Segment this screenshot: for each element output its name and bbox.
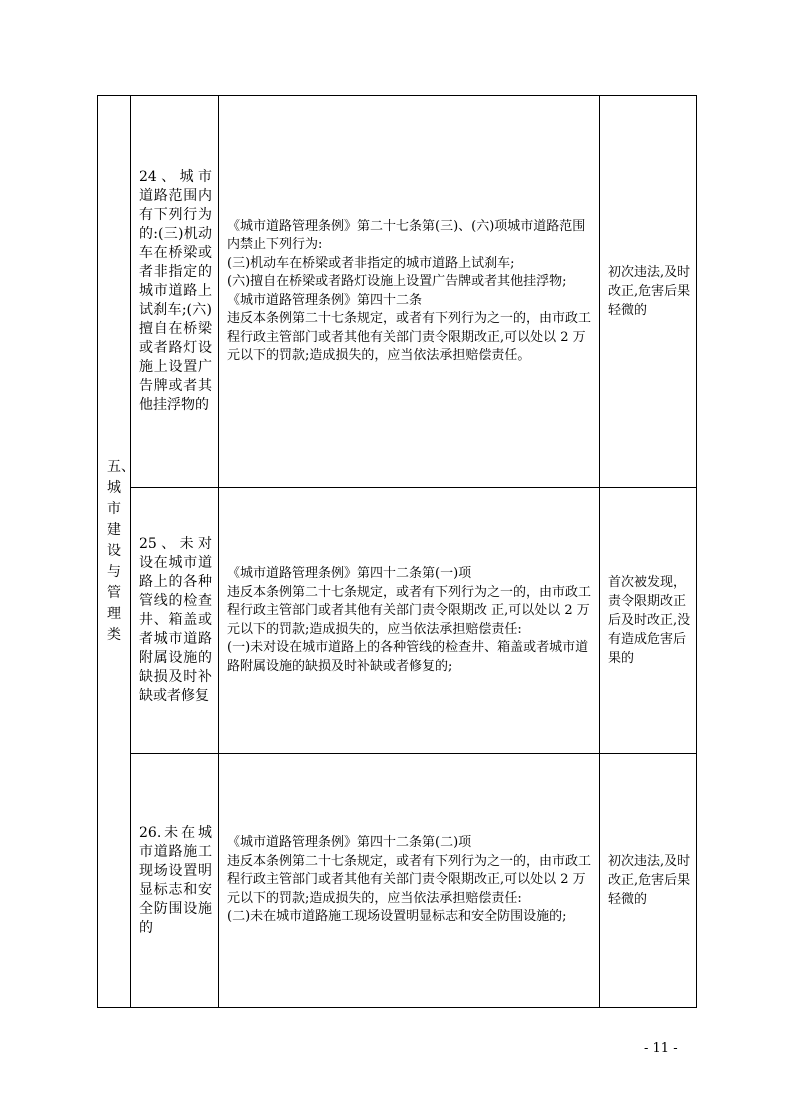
condition-cell [600, 96, 697, 488]
basis-line: 违反本条例第二十七条规定，或者有下列行为之一的，由市政工程行政主管部门或者其他有关部门责令限期改 正,可以处以 2 万元以下的罚款;造成损失的，应当依法承担赔偿责任: [227, 584, 592, 637]
table-row [98, 488, 697, 754]
basis-line: 《城市道路管理条例》第四十二条第(二)项 [227, 835, 472, 851]
basis-text [227, 834, 591, 927]
condition-cell [600, 754, 697, 1008]
basis-text [227, 565, 591, 676]
basis-line: (二)未在城市道路施工现场设置明显标志和安全防围设施的; [227, 909, 567, 925]
basis-line: 违反本条例第二十七条规定，或者有下列行为之一的，由市政工程行政主管部门或者其他有关部门责令限期改正,可以处以 2 万元以下的罚款;造成损失的，应当依法承担赔偿责任。 [227, 311, 592, 363]
item-text: 26.未在城市道路施工现场设置明显标志和安全防围设施的 [139, 824, 212, 936]
regulation-table [97, 95, 697, 1008]
table-row [98, 754, 697, 1008]
basis-cell [219, 754, 600, 1008]
basis-line: 《城市道路管理条例》第二十七条第(三)、(六)项城市道路范围内禁止下列行为: [227, 218, 586, 252]
condition-cell [600, 488, 697, 754]
basis-cell [219, 96, 600, 488]
condition-text: 首次被发现，责令限期改正后及时改正,没有造成危害后果的 [608, 575, 691, 666]
basis-line: (三)机动车在桥梁或者非指定的城市道路上试刹车; [227, 255, 515, 271]
item-text: 25、未对设在城市道路上的各种管线的检查井、箱盖或者城市道路附属设施的缺损及时补缺或者修复 [139, 536, 212, 704]
basis-line: (六)擅自在桥梁或者路灯设施上设置广告牌或者其他挂浮物; [227, 274, 567, 289]
item-text: 24、城市道路范围内有下列行为的:(三)机动车在桥梁或者非指定的城市道路上试刹车;(六)擅自在桥梁或者路灯设施上设置广告牌或者其他挂浮物的 [139, 169, 212, 413]
condition-text: 初次违法,及时改正,危害后果轻微的 [608, 265, 691, 318]
category-label: 五、城市建设与管理类 [107, 459, 135, 643]
basis-line: 违反本条例第二十七条规定，或者有下列行为之一的，由市政工程行政主管部门或者其他有关部门责令限期改正,可以处以 2 万元以下的罚款;造成损失的，应当依法承担赔偿责任: [227, 853, 592, 906]
table-row [98, 96, 697, 488]
category-cell [98, 96, 135, 1008]
item-cell [131, 754, 219, 1008]
basis-line: 《城市道路管理条例》第四十二条第(一)项 [227, 566, 472, 581]
basis-line: (一)未对设在城市道路上的各种管线的检查井、箱盖或者城市道路附属设施的缺损及时补缺或者修复的; [227, 640, 589, 674]
item-cell [131, 96, 219, 488]
basis-text [227, 218, 591, 366]
basis-cell [219, 488, 600, 754]
condition-text: 初次违法,及时改正,危害后果轻微的 [608, 854, 691, 907]
item-cell [131, 488, 219, 754]
basis-line: 《城市道路管理条例》第四十二条 [227, 292, 423, 308]
page-number: - 11 - [644, 1041, 678, 1056]
